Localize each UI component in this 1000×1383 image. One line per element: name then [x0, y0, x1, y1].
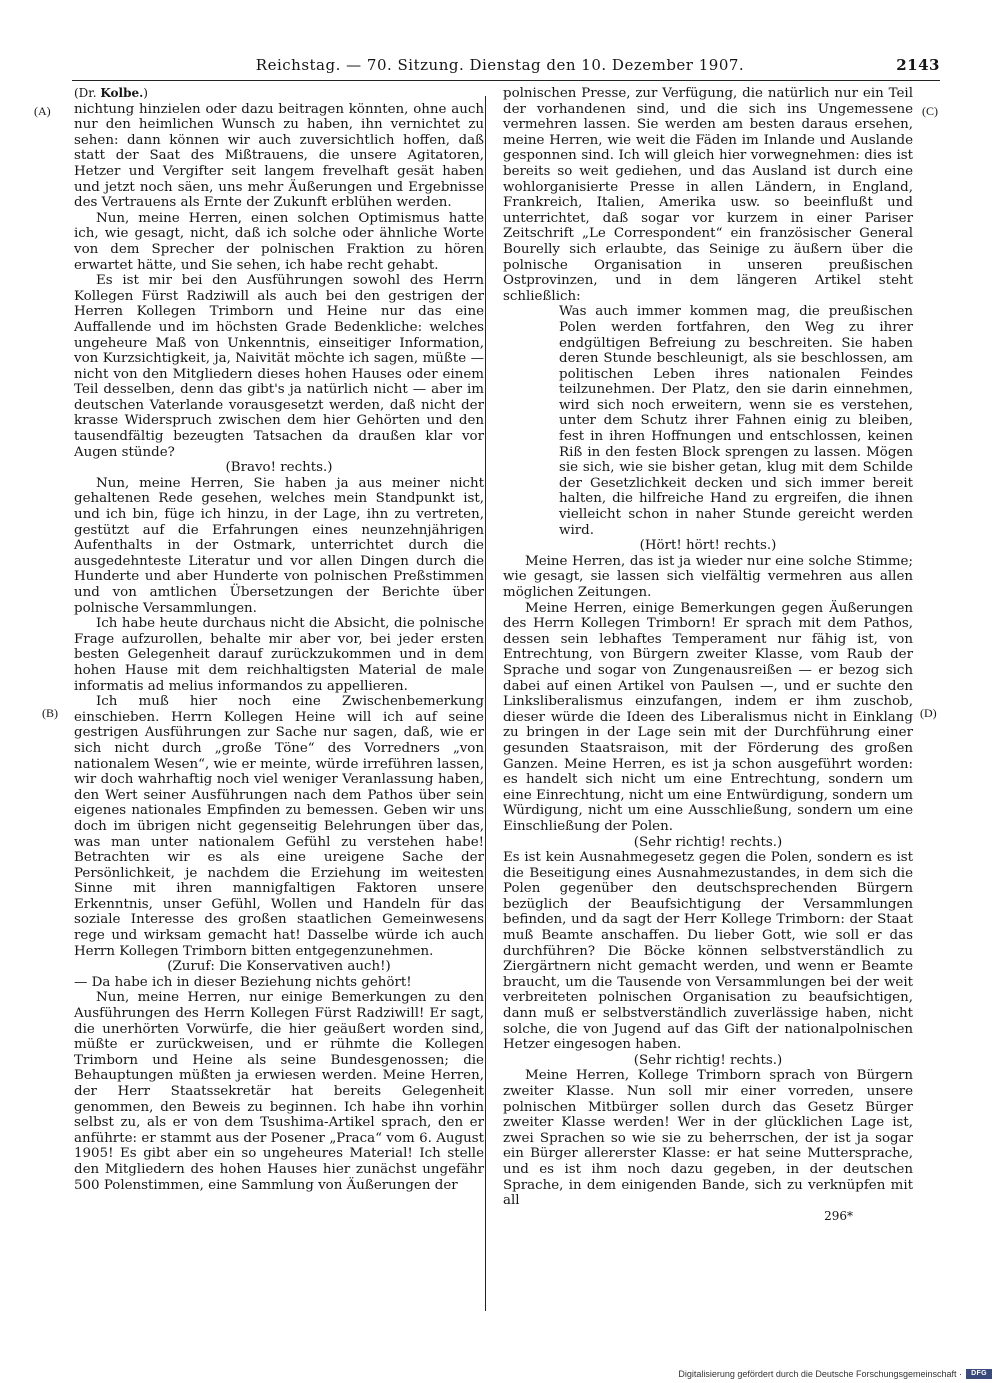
margin-mark-d: (D)	[920, 706, 937, 720]
left-paragraph: Ich muß hier noch eine Zwischenbemerkung einschieben. Herrn Kollegen Heine will ich auf seine gestrigen Ausführungen zur Sache nur sagen, daß, wie er sich nicht durch „große Töne“ des Vorredners „von nationalem Wesen“, wie er meinte, würde irreführen lassen, wir doch wahrhaftig noch viel weniger Veranlassung haben, den Wert seiner Ausführungen nach dem Pathos über sein eigenes nationales Empfinden zu bemessen. Geben wir uns doch im übrigen nicht gegenseitig Belehrungen über das, was man unter nationalem Gefühl zu verstehen habe! Betrachten wir es als eine ureigene Sache der Persönlichkeit, je nachdem die Erziehung im weitesten Sinne mit ihren mannigfaltigen Faktoren unsere Erkenntnis, unser Gefühl, Wollen und Handeln für das soziale Interesse des großen staatlichen Gemeinwesens rege und wirksam gemacht hat! Dasselbe würde ich auch Herrn Kollegen Trimborn bitten entgegenzunehmen.	[74, 694, 484, 959]
interjection: (Sehr richtig! rechts.)	[633, 834, 783, 850]
signature-mark: 296*	[824, 1208, 853, 1223]
left-paragraph: — Da habe ich in dieser Beziehung nichts gehört!	[74, 974, 412, 990]
right-paragraph: Es ist kein Ausnahmegesetz gegen die Polen, sondern es ist die Beseitigung eines Ausnahmezustandes, in dem sich die Polen gegenüber den deutschsprechenden Bürgern bezüglich der Beaufsichtigung der Versammlungen befinden, und da sagt der Herr Kollege Trimborn: der Staat muß Beamte anschaffen. Du lieber Gott, wie soll er das durchführen? Die Böcke können selbstverständlich zu Ziergärtnern nicht gemacht werden, und wenn er Beamte braucht, um die Tausende von Versammlungen bei der weit verbreiteten polnischen Organisation zu beaufsichtigen, dann muß er selbstverständlich zuverlässige haben, nicht solche, die von Jugend auf das Gift der nationalpolnischen Hetzer eingesogen haben.	[503, 850, 913, 1053]
interjection: (Hört! hört! rechts.)	[639, 538, 777, 554]
block-quote: Was auch immer kommen mag, die preußischen Polen werden fortfahren, den Weg zu ihrer endgültigen Befreiung zu beschreiten. Sie haben deren Stunde beschleunigt, als sie beschlossen, am politischen Leben ihres nationalen Feindes teilzunehmen. Der Platz, den sie darin einnehmen, wird sich noch erweitern, wenn sie es verstehen, unter dem Schutz ihrer Fahnen einig zu bleiben, fest in ihren Hoffnungen und entschlossen, keinen Riß in den festen Block sprengen zu lassen. Mögen sie sich, wie sie bisher getan, klug mit dem Schilde der Gesetzlichkeit decken und sich immer bereit halten, die hilfreiche Hand zu ergreifen, die ihnen vielleicht schon in naher Stunde gereicht werden wird.	[559, 304, 913, 538]
dfg-logo-icon: DFG	[966, 1369, 992, 1379]
right-paragraph: polnischen Presse, zur Verfügung, die natürlich nur ein Teil der vorhandenen sind, und die sich ins Ungemessene vermehren lassen. Sie werden am besten daraus ersehen, meine Herren, wie weit die Fäden im Inlande und Auslande gesponnen sind. Ich will gleich hier vorwegnehmen: dies ist bereits so weit gediehen, und das Ausland ist durch eine wohlorganisierte Presse in allen Ländern, in England, Frankreich, Italien, Amerika usw. so beeinflußt und unterrichtet, daß sogar vor kurzem in einer Pariser Zeitschrift „Le Correspondent“ ein französischer General Bourelly sich erlaubte, das Seinige zu äußern über die polnische Organisation in unseren preußischen Ostprovinzen, und in dem längeren Artikel steht schließlich:	[503, 86, 913, 304]
right-paragraph: Meine Herren, das ist ja wieder nur eine solche Stimme; wie gesagt, sie lassen sich vielfältig vermehren aus allen möglichen Zeitungen.	[503, 553, 913, 600]
margin-mark-a: (A)	[34, 104, 51, 118]
digitization-footer	[678, 1368, 992, 1380]
interjection: (Zuruf: Die Konservativen auch!)	[167, 959, 391, 975]
right-column	[503, 86, 913, 1224]
left-paragraph: Es ist mir bei den Ausführungen sowohl des Herrn Kollegen Fürst Radziwill als auch bei den gestrigen der Herren Kollegen Trimborn und Heine nur das eine Auffallende und im höchsten Grade Bedenkliche: welches ungeheure Maß von Unkenntnis, einseitiger Information, von Kurzsichtigkeit, ja, Naivität möchte ich sagen, müßte — nicht von den Mitgliedern dieses hohen Hauses oder einem Teil desselben, denn das gibt's ja natürlich nicht — aber im deutschen Vaterlande vorausgesetzt werden, daß nicht der krasse Widerspruch zwischen dem hier Gehörten und den tausendfältig bezeugten Tatsachen da draußen klar vor Augen stünde?	[74, 273, 484, 460]
interjection: (Bravo! rechts.)	[225, 460, 333, 476]
speaker-name: Kolbe.	[100, 86, 144, 100]
running-header	[60, 56, 940, 76]
left-column	[74, 86, 484, 1193]
margin-mark-c: (C)	[922, 104, 938, 118]
left-paragraph: Ich habe heute durchaus nicht die Absicht, die polnische Frage aufzurollen, behalte mir aber vor, bei jeder ersten besten Gelegenheit darauf zurückzukommen und in dem hohen Hause mit dem reichhaltigsten Material de male informatis ad melius informandos zu appellieren.	[74, 616, 484, 694]
interjection: (Sehr richtig! rechts.)	[633, 1052, 783, 1068]
column-divider	[485, 96, 486, 1311]
header-rule	[72, 80, 940, 81]
left-paragraph: Nun, meine Herren, nur einige Bemerkungen zu den Ausführungen des Herrn Kollegen Fürst Radziwill! Er sagt, die unerhörten Vorwürfe, die hier geäußert worden sind, müßte er zurückweisen, und er rühmte die Kollegen Trimborn und Heine als seine Bundesgenossen; die Behauptungen müßten ja erwiesen werden. Meine Herren, der Herr Staatssekretär hat bereits Gelegenheit genommen, den Beweis zu beginnen. Ich habe ihn vorhin selbst zu, als er von dem Tsushima-Artikel sprach, den er anführte: er stammt aus der Posener „Praca“ vom 6. August 1905! Es gibt aber ein so ungeheures Material! Ich stelle den Mitgliedern des hohen Hauses hier zunächst ungefähr 500 Polenstimmen, eine Sammlung von Äußerungen der	[74, 990, 484, 1193]
left-paragraph: Nun, meine Herren, einen solchen Optimismus hatte ich, wie gesagt, nicht, daß ich solche oder ähnliche Worte von dem Sprecher der polnischen Fraktion zu hören erwartet hätte, und Sie sehen, ich habe recht gehabt.	[74, 210, 484, 273]
left-paragraph: nichtung hinzielen oder dazu beitragen könnten, ohne auch nur den heimlichen Wunsch zu haben, ihn vernichtet zu sehen: dann können wir auch zuversichtlich hoffen, daß statt der Saat des Mißtrauens, die unsere Agitatoren, Hetzer und Vergifter seit langem frevelhaft gesät haben und jetzt noch säen, uns mehr Äußerungen und Ergebnisse des Vertrauens als Ernte der Zukunft erblühen werden.	[74, 101, 484, 211]
speaker-label: (Dr. Kolbe.)	[74, 86, 148, 100]
header-title: Reichstag. — 70. Sitzung. Dienstag den 10. Dezember 1907.	[255, 56, 745, 74]
margin-mark-b: (B)	[42, 706, 58, 720]
page-number: 2143	[896, 56, 940, 74]
right-paragraph: Meine Herren, Kollege Trimborn sprach von Bürgern zweiter Klasse. Nun soll mir einer vorreden, unsere polnischen Mitbürger sollen durch das Gesetz Bürger zweiter Klasse werden! Wer in der glücklichen Lage ist, zwei Sprachen so wie sie zu beherrschen, der ist ja sogar ein Bürger allererster Klasse: er hat seine Muttersprache, und es ist ihm noch dazu gegeben, in der deutschen Sprache, in dem einigenden Bande, sich zu verknüpfen mit all	[503, 1068, 913, 1209]
footer-text: Digitalisierung gefördert durch die Deutsche Forschungsgemeinschaft ·	[678, 1369, 962, 1379]
left-paragraph: Nun, meine Herren, Sie haben ja aus meiner nicht gehaltenen Rede gesehen, welches mein Standpunkt ist, und ich bin, füge ich hinzu, in der Lage, ihn zu vertreten, gestützt auf die Erfahrungen eines neunzehnjährigen Aufenthalts in der Ostmark, unterrichtet durch die ausgedehnteste Literatur und vor allen Dingen durch die Hunderte und aber Hunderte von polnischen Preßstimmen und von amtlichen Übersetzungen der Berichte über polnische Versammlungen.	[74, 475, 484, 616]
right-paragraph: Meine Herren, einige Bemerkungen gegen Äußerungen des Herrn Kollegen Trimborn! Er sprach mit dem Pathos, dessen sein lebhaftes Temperament nur fähig ist, von Entrechtung, von Bürgern zweiter Klasse, vom Raub der Sprache und sogar von Zungenausreißen — er bezog sich dabei auf einen Artikel von Paulsen —, und er suchte den Linksliberalismus einzufangen, indem er ihm zuschob, dieser würde die Ideen des Liberalismus nicht in Einklang zu bringen in der Lage sein mit der Durchführung einer gesunden Staatsraison, mit der Förderung des großen Ganzen. Meine Herren, es ist ja schon ausgeführt worden: es handelt sich nicht um eine Entrechtung, sondern um eine Einrechtung, nicht um eine Entwürdigung, sondern um Würdigung, nicht um eine Ausschließung, sondern um eine Einschließung der Polen.	[503, 600, 913, 834]
